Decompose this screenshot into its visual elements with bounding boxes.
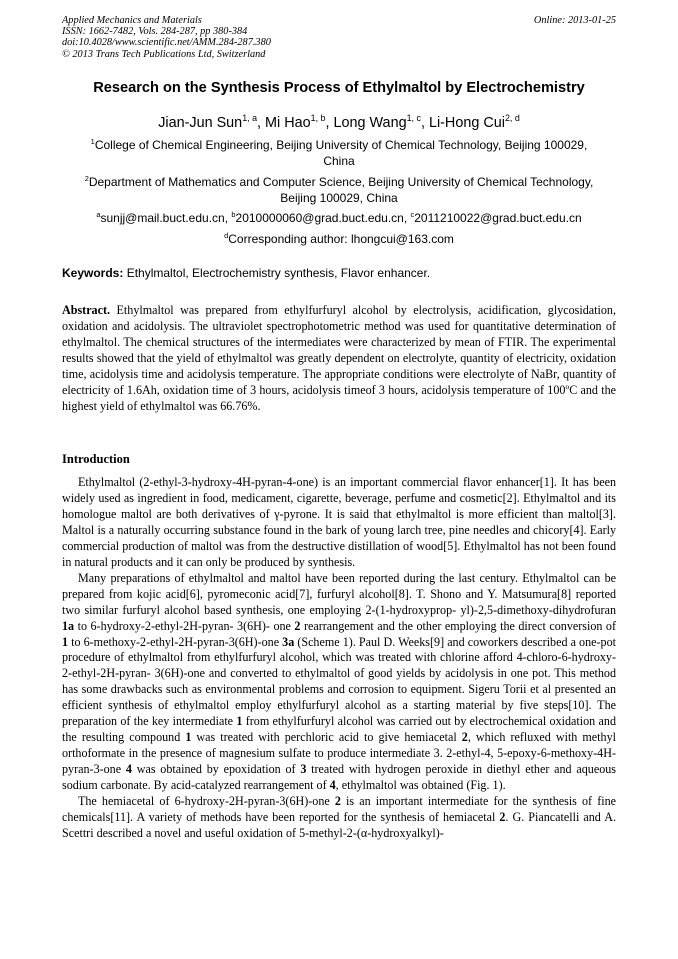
- author-affiliation-marker: 1, b: [310, 113, 326, 124]
- affiliation-marker: 1: [90, 137, 95, 146]
- keywords-label: Keywords:: [62, 266, 124, 280]
- author-list: Jian-Jun Sun$^{1, a}$, Mi Hao$^{1, b}$, Long Wang$^{1, c}$, Li-Hong Cui$^{2, d}$: [158, 113, 520, 131]
- email-marker: a: [96, 210, 101, 219]
- abstract-text: C and the highest yield of ethylmaltol was 66.76%.: [62, 382, 616, 413]
- compound-ref: 3: [300, 762, 307, 777]
- abstract-text: Ethylmaltol was prepared from ethylfurfuryl alcohol by electrolysis, acidification, glycosidation, oxidation and acidolysis. The ultraviolet spectrophotometric method was used for quantitative determination of ethylmaltol. The chemical structures of the intermediates were characterized by mean of FTIR. The experimental results showed that the yield of ethylmaltol was greatly dependent on electrolyte, quantity of electricity, oxidation time, acidolysis time and acidolysis temperature. The appropriate conditions were electrolyte of NaBr, quantity of electricity of 1.6Ah, oxidation time of 3 hours, acidolysis timeof 3 hours, acidolysis temperature of 100: [62, 303, 616, 397]
- compound-ref: 4: [329, 778, 336, 793]
- text: Many preparations of ethylmaltol and maltol have been reported during the last century. Ethylmaltol can be prepared from kojic acid[6], pyromeconic acid[7], furfuryl alcohol[8]. T. Shono and Y. Matsumura[8] reported two similar furfuryl alcohol based synthesis, one employing 2-(1-hydroxyprop- yl)-2,5-dimethoxy-dihydrofuran: [62, 570, 616, 617]
- text: The hemiacetal of 6-hydroxy-2H-pyran-3(6H)-one: [78, 794, 335, 809]
- text: treated with hydrogen peroxide in diethyl ether and aqueous sodium carbonate. By acid-catalyzed rearrangement of: [62, 762, 617, 793]
- compound-ref: 2: [499, 810, 506, 825]
- keywords-text: Ethylmaltol, Electrochemistry synthesis, Flavor enhancer.: [123, 266, 431, 280]
- degree-marker: o: [565, 381, 570, 391]
- paragraph: [62, 794, 616, 842]
- text: rearrangement and the other employing the direct conversion of: [300, 618, 617, 633]
- text: . G. Piancatelli and A. Scettri described a novel and useful oxidation of 5-methyl-2-(α-hydroxyalkyl)-: [62, 810, 616, 840]
- text: to 6-methoxy-2-ethyl-2H-pyran-3(6H)-one: [68, 634, 283, 649]
- introduction-body: [62, 475, 616, 842]
- author-name: Mi Hao: [265, 115, 311, 131]
- journal-header: [62, 15, 271, 60]
- paragraph: [62, 571, 616, 794]
- text: was treated with perchloric acid to give hemiacetal: [191, 730, 462, 745]
- email-link[interactable]: sunjj@mail.buct.edu.cn,: [100, 211, 232, 225]
- email-link[interactable]: 2011210022@grad.buct.edu.cn: [414, 211, 582, 225]
- online-date: Online: 2013-01-25: [533, 15, 616, 26]
- author-affiliation-marker: 2, d: [504, 113, 520, 124]
- affiliation-text: Department of Mathematics and Computer Science, Beijing University of Chemical Technology,: [88, 175, 594, 189]
- text: is an important intermediate for the synthesis of fine chemicals[11]. A variety of methods have been reported for the synthesis of hemiacetal: [62, 794, 616, 825]
- journal-doi: doi:10.4028/www.scientific.net/AMM.284-287.380: [62, 37, 271, 49]
- affiliation-text: College of Chemical Engineering, Beijing University of Chemical Technology, Beijing 100029,: [94, 138, 588, 152]
- email-link[interactable]: 2010000060@grad.buct.edu.cn,: [235, 211, 411, 225]
- affiliation-1: [62, 137, 616, 169]
- compound-ref: 1: [236, 714, 243, 729]
- compound-ref: 4: [125, 762, 132, 777]
- text: to 6-hydroxy-2-ethyl-2H-pyran- 3(6H)- one: [74, 618, 295, 633]
- affiliation-marker: 2: [84, 174, 89, 183]
- journal-issn: ISSN: 1662-7482, Vols. 284-287, pp 380-384: [62, 26, 248, 38]
- paper-title: Research on the Synthesis Process of Ethylmaltol by Electrochemistry: [93, 80, 585, 96]
- email-marker: b: [231, 210, 236, 219]
- compound-ref: 2: [294, 618, 301, 633]
- abstract: [62, 303, 616, 415]
- affiliation-2: [62, 174, 616, 206]
- keywords: [62, 266, 616, 280]
- text: from ethylfurfuryl alcohol was carried out by electrochemical oxidation and the resulting compound: [62, 714, 616, 745]
- compound-ref: 2: [461, 730, 468, 745]
- author-name: Li-Hong Cui: [428, 115, 505, 131]
- compound-ref: 1: [62, 634, 69, 649]
- author-affiliation-marker: 1, a: [242, 113, 258, 124]
- journal-name: Applied Mechanics and Materials: [62, 15, 202, 26]
- text: , ethylmaltol was obtained (Fig. 1).: [335, 778, 506, 793]
- paragraph: Ethylmaltol (2-ethyl-3-hydroxy-4H-pyran-4-one) is an important commercial flavor enhancer[1]. It has been widely used as ingredient in food, medicament, cigarette, beverage, perfume and cosmetic[2]. Ethylmaltol and its homologue maltol are both derivatives of γ-pyrone. It is said that ethylmaltol is more efficient than maltol[3]. Maltol is a naturally occurring substance found in the bark of young larch tree, pine needles and chicory[4]. Early commercial production of maltol was from the destructive distillation of wood[5]. Ethylmaltol has not been found in natural products and it can only be produced by synthesis.: [62, 475, 616, 569]
- author-emails: [62, 210, 616, 226]
- journal-copyright: © 2013 Trans Tech Publications Ltd, Switzerland: [62, 48, 266, 60]
- corresponding-author-text: Corresponding author: lhongcui@163.com: [228, 232, 454, 246]
- text: (Scheme 1). Paul D. Weeks[9] and coworkers described a one-pot procedure of ethylmaltol from ethylfurfuryl alcohol, which was treated with chlorine afford 4-chloro-6-hydroxy-2-ethyl-2H-pyran- 3(6H)-one and converted to ethylmaltol of good yields by acidolysis in one pot. This method has some drawbacks such as environmental problems and corrosion to equipment. Sigeru Torii et al presented an efficient synthesis of ethylmaltol employ ethylfurfuryl alcohol as a starting material by five steps[10]. The preparation of the key intermediate: [62, 634, 616, 729]
- corresponding-author: [62, 231, 616, 247]
- section-heading-introduction: Introduction: [62, 452, 130, 466]
- affiliation-text: Beijing 100029, China: [280, 191, 398, 205]
- text: , which refluxed with methyl orthoformate in the presence of magnesium sulfate to produce intermediate 3. 2-ethyl-4, 5-epoxy-6-methoxy-4H-pyran-3-one: [62, 730, 616, 777]
- abstract-label: Abstract.: [62, 303, 111, 317]
- compound-ref: 1: [185, 730, 192, 745]
- abstract-paragraph: [62, 303, 616, 415]
- email-marker: d: [224, 231, 229, 240]
- author-name: Long Wang: [333, 115, 407, 131]
- text: was obtained by epoxidation of: [131, 762, 301, 777]
- email-marker: c: [410, 210, 415, 219]
- compound-ref: 2: [334, 794, 341, 809]
- affiliation-text: China: [323, 154, 355, 168]
- author-affiliation-marker: 1, c: [406, 113, 421, 124]
- compound-ref: 3a: [282, 634, 295, 649]
- compound-ref: 1a: [62, 618, 75, 633]
- author-name: Jian-Jun Sun: [158, 115, 243, 131]
